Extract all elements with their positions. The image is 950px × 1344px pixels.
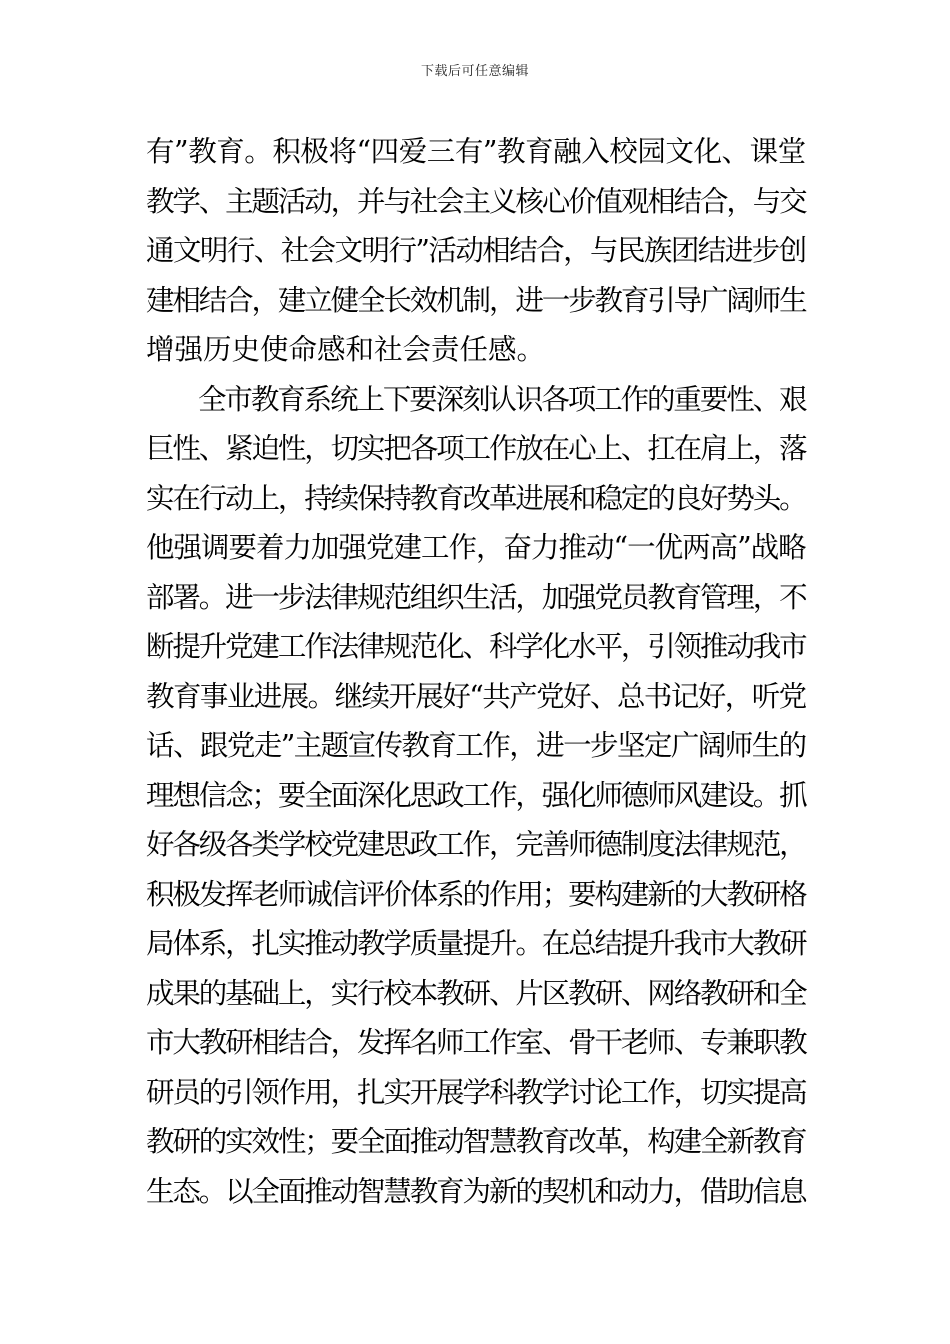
text-line: 市大教研相结合，发挥名师工作室、骨干老师、专兼职教 <box>146 1026 806 1059</box>
text-line: 有”教育。积极将“四爱三有”教育融入校园文化、课堂 <box>146 135 806 168</box>
text-line: 教学、主题活动，并与社会主义核心价值观相结合，与交 <box>146 184 806 218</box>
text-line: 断提升党建工作法律规范化、科学化水平，引领推动我市 <box>146 630 806 663</box>
text-line: 话、跟党走”主题宣传教育工作，进一步坚定广阔师生的 <box>146 729 806 762</box>
text-line: 部署。进一步法律规范组织生活，加强党员教育管理，不 <box>146 580 806 614</box>
text-line: 好各级各类学校党建思政工作，完善师德制度法律规范， <box>146 828 806 861</box>
text-line: 成果的基础上，实行校本教研、片区教研、网络教研和全 <box>146 976 806 1010</box>
text-line: 通文明行、社会文明行”活动相结合，与民族团结进步创 <box>146 234 806 267</box>
text-line: 教研的实效性；要全面推动智慧教育改革，构建全新教育 <box>146 1125 806 1158</box>
text-line: 积极发挥老师诚信评价体系的作用；要构建新的大教研格 <box>146 877 806 911</box>
text-line: 生态。以全面推动智慧教育为新的契机和动力，借助信息 <box>146 1174 806 1208</box>
text-line: 实在行动上，持续保持教育改革进展和稳定的良好势头。 <box>146 481 806 515</box>
text-line: 建相结合，建立健全长效机制，进一步教育引导广阔师生 <box>146 283 806 317</box>
text-line: 他强调要着力加强党建工作，奋力推动“一优两高”战略 <box>146 531 806 564</box>
text-line: 研员的引领作用，扎实开展学科教学讨论工作，切实提高 <box>146 1075 806 1109</box>
text-line: 教育事业进展。继续开展好“共产党好、总书记好，听党 <box>146 679 806 713</box>
text-line: 增强历史使命感和社会责任感。 <box>146 333 546 366</box>
document-body <box>146 127 806 1216</box>
text-line: 巨性、紧迫性，切实把各项工作放在心上、扛在肩上，落 <box>146 432 806 465</box>
text-line: 全市教育系统上下要深刻认识各项工作的重要性、艰 <box>198 382 806 416</box>
text-line: 局体系，扎实推动教学质量提升。在总结提升我市大教研 <box>146 927 806 960</box>
page-header: 下载后可任意编辑 <box>420 64 529 79</box>
text-line: 理想信念；要全面深化思政工作，强化师德师风建设。抓 <box>146 778 806 812</box>
